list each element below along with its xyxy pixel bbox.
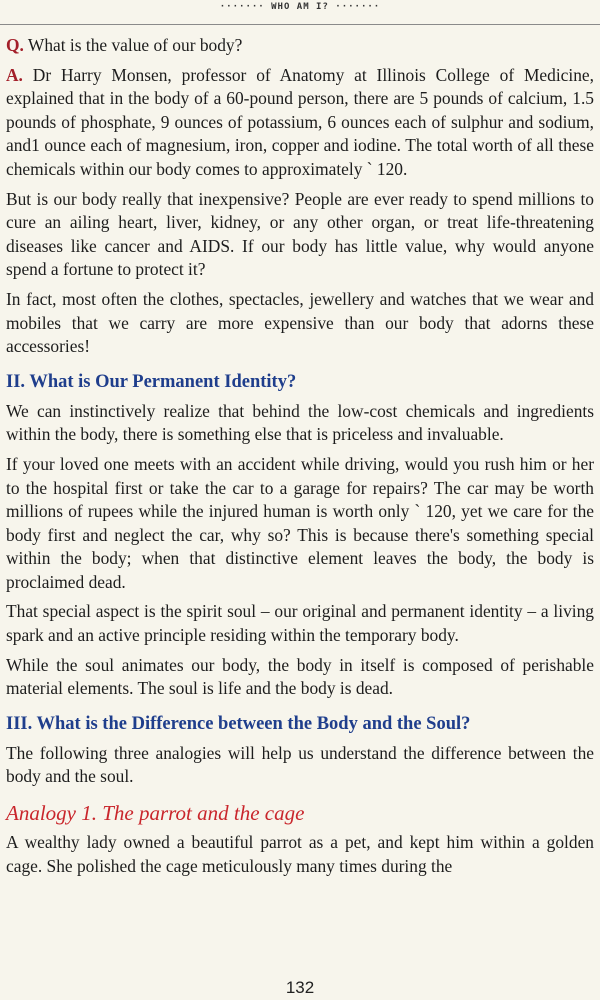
section-heading: III. What is the Difference between the Body and the Soul?: [6, 713, 471, 734]
body-paragraph: If your loved one meets with an accident while driving, would you rush him or her to the hospital first or take the car to a garage for repairs? The car may be worth millions of rupees while the injured human is worth only ` 120, yet we care for the body first and neglect the car, why so? This is because there's something special within the body; when that distinctive element leaves the body, the body is proclaimed dead.: [6, 453, 594, 592]
body-paragraph: A wealthy lady owned a beautiful parrot as a pet, and kept him within a golden cage. She polished the cage meticulously many times during the: [6, 832, 594, 876]
section-heading: II. What is Our Permanent Identity?: [6, 371, 297, 392]
answer-text: Dr Harry Monsen, professor of Anatomy at Illinois College of Medicine, explained that in the body of a 60-pound person, there are 5 pounds of calcium, 1.5 pounds of phosphate, 9 ounces of potassium, 6 ounces each of sulphur and sodium, and1 ounce each of magnesium, iron, copper and iodine. The total worth of all these chemicals within our body comes to approximately ` 120.: [6, 64, 594, 179]
question-paragraph: [6, 34, 594, 58]
body-paragraph: While the soul animates our body, the body in itself is composed of perishable material elements. The soul is life and the body is dead.: [6, 654, 594, 699]
body-paragraph: The following three analogies will help us understand the difference between the body and the soul.: [6, 742, 594, 787]
question-text: What is the value of our body?: [23, 35, 243, 55]
page-number: 132: [285, 978, 315, 997]
body-paragraph: That special aspect is the spirit soul – our original and permanent identity – a living spark and an active principle residing within the temporary body.: [6, 601, 594, 646]
body-paragraph: In fact, most often the clothes, spectacles, jewellery and watches that we wear and mobiles that we carry are more expensive than our body that adorns these accessories!: [6, 288, 594, 357]
question-label: Q.: [6, 35, 24, 55]
body-paragraph: We can instinctively realize that behind the low-cost chemicals and ingredients within the body, there is something else that is priceless and invaluable.: [6, 400, 594, 445]
body-paragraph: But is our body really that inexpensive? People are ever ready to spend millions to cure an ailing heart, liver, kidney, or any other organ, or treat life-threatening diseases like cancer and AIDS. If our body has little value, why would anyone spend a fortune to protect it?: [6, 188, 594, 280]
analogy-heading: Analogy 1. The parrot and the cage: [6, 801, 305, 826]
running-head: ······· WHO AM I? ·······: [219, 2, 381, 12]
header-rule: [0, 24, 600, 25]
answer-paragraph: [6, 64, 594, 182]
answer-label: A.: [6, 64, 23, 85]
page-content: [6, 34, 594, 884]
